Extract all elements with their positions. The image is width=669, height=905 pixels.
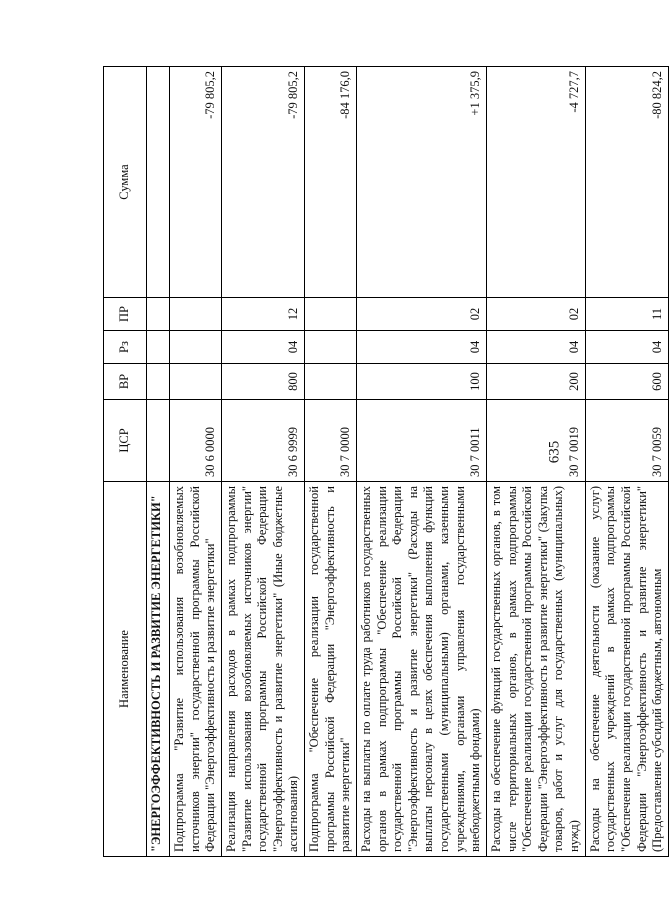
table-row xyxy=(486,67,585,857)
row-rz: 04 xyxy=(356,331,486,364)
header-sum: Сумма xyxy=(104,67,147,298)
page-number: 635 xyxy=(546,440,563,464)
row-csr: 30 7 0000 xyxy=(305,400,357,482)
section-title: "ЭНЕРГОЭФФЕКТИВНОСТЬ И РАЗВИТИЕ ЭНЕРГЕТИКИ" xyxy=(147,482,170,857)
row-csr: 30 6 0000 xyxy=(170,400,222,482)
row-rz: 04 xyxy=(221,331,304,364)
row-name: Подпрограмма "Обеспечение реализации государственной программы Российской Федерации "Энергоэффективность и развитие энергетики" xyxy=(305,482,357,857)
table-header-row xyxy=(104,67,147,857)
row-rz: 04 xyxy=(585,331,668,364)
row-vr xyxy=(170,364,222,400)
row-pr: 11 xyxy=(585,298,668,331)
row-rz: 04 xyxy=(486,331,585,364)
header-rz: Рз xyxy=(104,331,147,364)
row-vr: 800 xyxy=(221,364,304,400)
row-csr: 30 6 9999 xyxy=(221,400,304,482)
rotated-page-content xyxy=(103,67,665,857)
header-name: Наименование xyxy=(104,482,147,857)
row-vr: 600 xyxy=(585,364,668,400)
header-vr: ВР xyxy=(104,364,147,400)
header-pr: ПР xyxy=(104,298,147,331)
table-row xyxy=(170,67,222,857)
row-pr: 12 xyxy=(221,298,304,331)
row-pr xyxy=(170,298,222,331)
row-pr: 02 xyxy=(486,298,585,331)
row-name: Подпрограмма "Развитие использования возобновляемых источников энергии" государственной программы Российской Федерации "Энергоэффективность и развитие энергетики" xyxy=(170,482,222,857)
table-row xyxy=(305,67,357,857)
row-name: Расходы на обеспечение функций государственных органов, в том числе территориальных органов, в рамках подпрограммы "Обеспечение реализации государственной программы Российской Федерации "Энергоэффективность и развитие энергетики" (Закупка товаров, работ и услуг для государственных (муниципальных) нужд) xyxy=(486,482,585,857)
row-pr: 02 xyxy=(356,298,486,331)
row-sum: -80 824,2 xyxy=(585,67,668,298)
header-csr: ЦСР xyxy=(104,400,147,482)
row-rz xyxy=(305,331,357,364)
budget-table xyxy=(103,66,669,857)
row-vr: 200 xyxy=(486,364,585,400)
row-sum: -84 176,0 xyxy=(305,67,357,298)
row-vr: 100 xyxy=(356,364,486,400)
row-sum: +1 375,9 xyxy=(356,67,486,298)
row-name: Расходы на обеспечение деятельности (оказание услуг) государственных учреждений в рамках подпрограммы "Обеспечение реализации государственной программы Российской Федерации "Энергоэффективность и развитие энергетики" (Предоставление субсидий бюджетным, автономным xyxy=(585,482,668,857)
row-csr: 30 7 0011 xyxy=(356,400,486,482)
table-row xyxy=(585,67,668,857)
row-sum: -79 805,2 xyxy=(221,67,304,298)
row-rz xyxy=(170,331,222,364)
row-vr xyxy=(305,364,357,400)
row-pr xyxy=(305,298,357,331)
row-name: Расходы на выплаты по оплате труда работников государственных органов в рамках подпрограммы "Обеспечение реализации государственной программы Российской Федерации "Энергоэффективность и развитие энергетики" (Расходы на выплаты персоналу в целях обеспечения выполнения функций государственными (муниципальными) органами, казенными учреждениями, органами управления государственными внебюджетными фондами) xyxy=(356,482,486,857)
row-sum: -4 727,7 xyxy=(486,67,585,298)
row-csr: 30 7 0059 xyxy=(585,400,668,482)
table-row xyxy=(221,67,304,857)
row-sum: -79 805,2 xyxy=(170,67,222,298)
table-row xyxy=(356,67,486,857)
section-row xyxy=(147,67,170,857)
row-name: Реализация направления расходов в рамках подпрограммы "Развитие использования возобновляемых источников энергии" государственной программы Российской Федерации "Энергоэффективность и развитие энергетики" (Иные бюджетные ассигнования) xyxy=(221,482,304,857)
row-csr: 30 7 0019 xyxy=(486,400,585,482)
